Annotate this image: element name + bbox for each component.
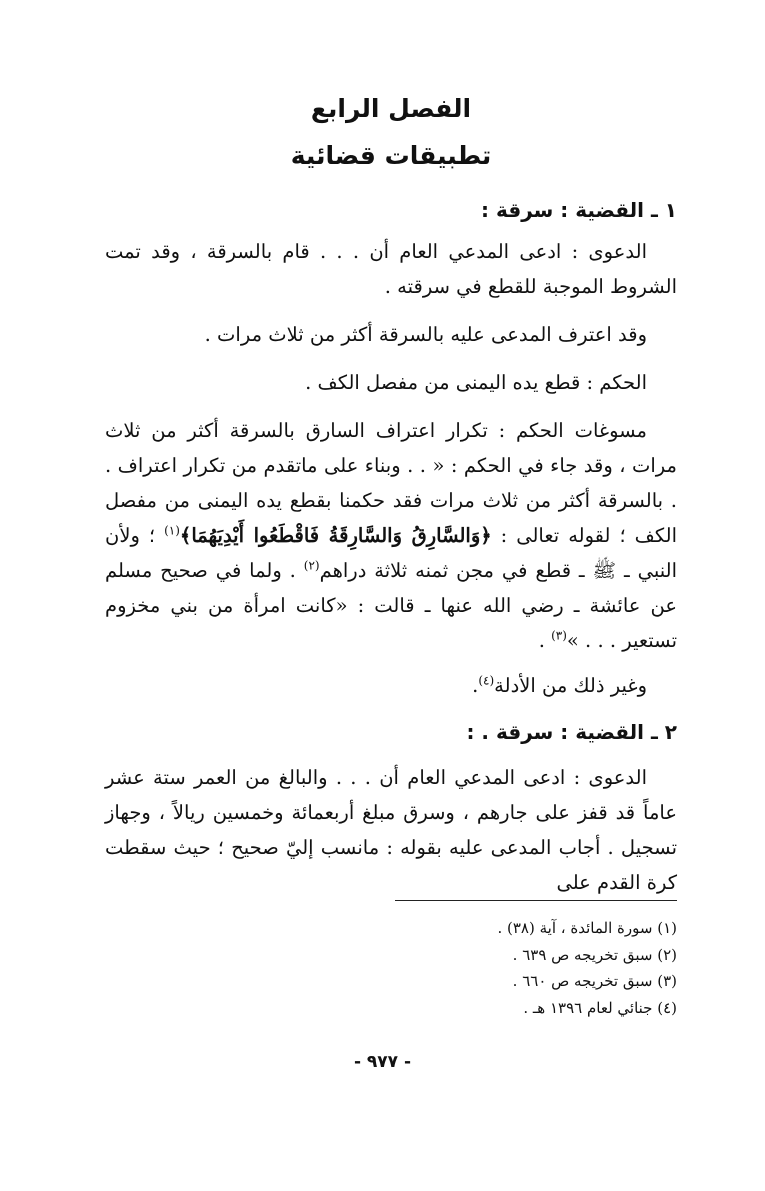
footnotes bbox=[277, 915, 677, 1021]
case1-heading: ١ ـ القضية : سرقة : bbox=[481, 198, 677, 222]
justification-mid: ؛ ولأن النبي ـ ﷺ ـ قطع في مجن ثمنه ثلاثة دراهم bbox=[105, 524, 678, 582]
evidence-text: وغير ذلك من الأدلة bbox=[494, 674, 647, 697]
footnote-4: (٤) جنائي لعام ١٣٩٦ هـ . bbox=[523, 998, 677, 1017]
footnote-ref-4: (٤) bbox=[478, 673, 495, 688]
justification-mid2: . ولما في صحيح مسلم عن عائشة ـ رضي الله عنها ـ قالت : «كانت امرأة من بني مخزوم تستعير . . . » bbox=[105, 559, 677, 652]
footnote-3: (٣) سبق تخريجه ص ٦٦٠ . bbox=[512, 972, 677, 990]
chapter-title: الفصل الرابع bbox=[310, 94, 472, 123]
case1-justification bbox=[105, 413, 677, 658]
evidence-end: . bbox=[472, 674, 479, 697]
footnote-1: (١) سورة المائدة ، آية (٣٨) . bbox=[497, 919, 677, 937]
case2-heading: ٢ ـ القضية : سرقة . : bbox=[466, 720, 677, 744]
case2-claim: الدعوى : ادعى المدعي العام أن . . . والبالغ من العمر ستة عشر عاماً قد قفز على جارهم ، وسرق مبلغ أربعمائة وخمسين ريالاً ، وجهاز تسجيل . أجاب المدعى عليه بقوله : مانسب إليّ صحيح ؛ حيث سقطت كرة القدم على bbox=[105, 766, 677, 894]
footnote-ref-1: (١) bbox=[164, 523, 180, 538]
case1-ruling: الحكم : قطع يده اليمنى من مفصل الكف . bbox=[305, 371, 647, 394]
case1-confession: وقد اعترف المدعى عليه بالسرقة أكثر من ثلاث مرات . bbox=[204, 323, 647, 346]
footnote-2: (٢) سبق تخريجه ص ٦٣٩ . bbox=[512, 945, 677, 964]
footnote-ref-3: (٣) bbox=[551, 628, 567, 643]
page-body bbox=[105, 92, 677, 900]
page-number: - ٩٧٧ - bbox=[353, 1052, 412, 1072]
case1-claim: الدعوى : ادعى المدعي العام أن . . . قام بالسرقة ، وقد تمت الشروط الموجبة للقطع في سرقته . bbox=[105, 240, 677, 298]
footnote-ref-2: (٢) bbox=[303, 558, 320, 573]
justification-end: . bbox=[538, 629, 545, 652]
justification-intro: مسوغات الحكم : تكرار اعتراف السارق بالسرقة أكثر من ثلاث مرات ، وقد جاء في الحكم : « . . وبناء على ماتقدم من تكرار اعتراف . . بالسرقة أكثر من ثلاث مرات فقد حكمنا بقطع يده اليمنى من مفصل الكف ؛ لقوله تعالى : bbox=[105, 419, 677, 547]
case1-evidence bbox=[105, 668, 677, 703]
footnote-divider bbox=[395, 900, 677, 901]
quran-verse: ﴿وَالسَّارِقُ وَالسَّارِقَةُ فَاقْطَعُوا أَيْدِيَهُمَا﴾ bbox=[179, 524, 492, 547]
chapter-subtitle: تطبيقات قضائية bbox=[290, 141, 492, 170]
